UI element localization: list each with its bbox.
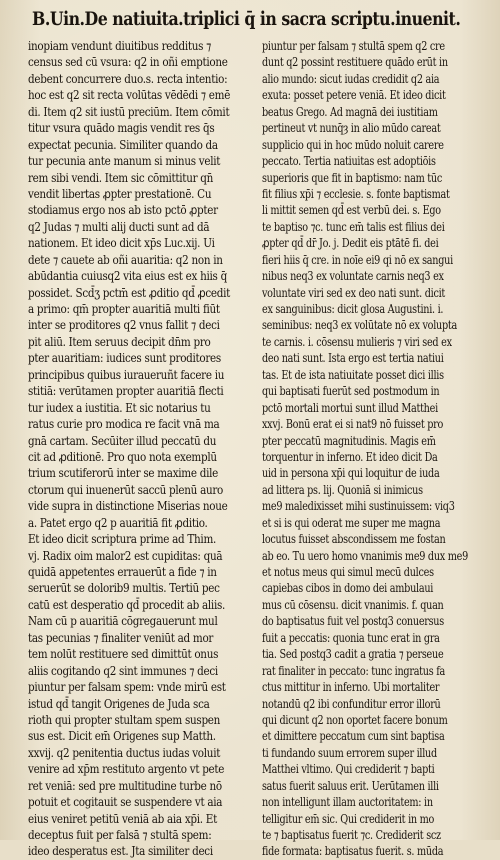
left-column-line: tur pecunia ante manum si minus velit: [28, 154, 221, 169]
left-column-line: census sed cū vsura: q2 in oñi emptione: [28, 55, 228, 70]
right-column-line: te ⁊ baptisatus fuerit ⁊c. Crediderit scz: [262, 828, 441, 842]
left-column-line: potuit et cogitauit se suspendere vt aia: [28, 795, 223, 810]
right-column-line: deo nati sunt. Ista ergo est tertia natiui: [262, 351, 444, 366]
left-column-line: a primo: qm̄ propter auaritiā multi fiūt: [28, 302, 220, 316]
left-column: [28, 38, 250, 860]
left-column-line: vj. Radix oim malor2 est cupiditas: quā: [28, 548, 223, 563]
left-column-line: venire ad xp̄m restituto argento vt pete: [28, 762, 225, 777]
right-column-line: qui baptisati fuerūt sed postmodum in: [262, 384, 440, 399]
left-column-line: pit aliū. Item seruus decipit dn̄m pro: [28, 334, 211, 349]
left-column-line: cit ad ꝓditionē. Pro quo nota exemplū: [28, 449, 217, 464]
right-column-line: peccato. Tertia natiuitas est adoptiōis: [262, 154, 436, 169]
right-column-line: exuta: posset petere veniā. Et ideo dicit: [262, 88, 446, 103]
left-column-line: ctorum qui inuenerūt saccū plenū auro: [28, 482, 224, 497]
right-column-line: et notus meus qui simul mecū dulces: [262, 565, 434, 579]
left-column-line: gnā cartam. Secūiter illud peccatū du: [28, 433, 217, 448]
left-column-line: dete ⁊ cauete ab oñi auaritia: q2 non in: [28, 252, 223, 267]
right-column-line: Matthei vltimo. Qui crediderit ⁊ bapti: [262, 762, 435, 777]
right-column-line: fieri hiis q̄ cre. in noīe ei9 qi nō ex sangui: [262, 252, 453, 267]
left-column-line: Et ideo dicit scriptura prime ad Thim.: [28, 532, 217, 547]
left-column-line: ideo desperatus est. Jta similiter deci: [28, 844, 213, 859]
left-column-line: sus est. Dicit em̄ Origenes sup Matth.: [28, 729, 216, 744]
right-column-line: ti fundando suum errorem super illud: [262, 745, 437, 760]
left-column-line: piuntur per falsam spem: vnde mirū est: [28, 680, 226, 695]
left-column-line: debent concurrere duo.s. recta intentio:: [28, 71, 228, 86]
right-column-line: fide formata: baptisatus fuerit. s. mūda: [262, 844, 444, 859]
left-column-line: istud qd̄ tangit Origenes de Juda sca: [28, 696, 210, 711]
right-column-line: ad littera ps. lij. Quoniā si inimicus: [262, 482, 423, 497]
right-column-line: supplicio qui in hoc mūdo noluit carere: [262, 137, 444, 152]
left-column-line: rioth qui propter stultam spem suspen: [28, 712, 221, 727]
right-column-line: li mittit semen qd̄ est verbū dei. s. Ego: [262, 203, 441, 218]
right-column-line: qui dicunt q2 non oportet facere bonum: [262, 712, 448, 727]
right-column-line: beatus Grego. Ad magnā dei iustitiam: [262, 104, 438, 119]
left-column-line: inopiam vendunt diuitibus redditus ⁊: [28, 39, 212, 53]
right-column-line: torquentur in inferno. Et ideo dicit Da: [262, 449, 438, 464]
right-column-line: alio mundo: sicut iudas credidit q2 aia: [262, 71, 440, 86]
right-column-line: pertineut vt nunq̄ȝ in alio mūdo careat: [262, 121, 441, 136]
right-column-line: satus fuerit saluus erit. Uerūtamen illi: [262, 778, 439, 793]
right-column-line: ꝓpter qd̄ dr̄ Jo. j. Dedit eis ptātē fi. dei: [262, 236, 439, 251]
right-column-line: tas. Et de ista natiuitate posset dici illis: [262, 367, 444, 382]
right-column-line: ctus mittitur in inferno. Ubi mortaliter: [262, 680, 440, 695]
right-column-line: superioris que fit in baptismo: nam tūc: [262, 170, 442, 185]
text-columns: [28, 38, 484, 860]
right-column-line: rat finaliter in peccato: tunc ingratus fa: [262, 663, 446, 678]
left-column-line: nationem. Et ideo dicit xp̄s Luc.xij. Ui: [28, 236, 215, 251]
right-column-line: et si is qui oderat me super me magna: [262, 515, 441, 530]
right-column-line: pter peccatū magnitudinis. Magis em̄: [262, 433, 436, 448]
left-column-line: deceptus fuit per falsā ⁊ stultā spem:: [28, 828, 212, 842]
left-column-line: quidā appetentes errauerūt a fide ⁊ in: [28, 565, 217, 579]
right-column-line: te baptiso ⁊c. tunc em̄ talis est filius dei: [262, 219, 445, 234]
left-column-line: Nam cū p auaritiā cōgregauerunt mul: [28, 614, 218, 629]
right-column-line: non intelligunt illam auctoritatem: in: [262, 795, 433, 810]
left-column-line: catū est desperatio qd̄ procedit ab aliis.: [28, 597, 226, 612]
right-column-line: et dimittere peccatum cum sint baptisa: [262, 729, 445, 744]
left-column-line: stitiā: verūtamen propter auaritiā flecti: [28, 384, 224, 399]
left-column-line: tas pecunias ⁊ finaliter veniūt ad mor: [28, 630, 214, 645]
right-column-line: locutus fuisset abscondissem me fostan: [262, 532, 446, 547]
left-column-line: q2 Judas ⁊ multi alij ducti sunt ad dā: [28, 219, 210, 234]
left-column-line: vide supra in distinctione Miserias noue: [28, 499, 228, 514]
left-column-line: ratus curie pro modica re facit vnā ma: [28, 417, 220, 432]
right-column-line: telligitur em̄ sic. Qui crediderit in mo: [262, 811, 435, 826]
left-column-line: stodiamus ergo nos ab isto pctō ꝓpter: [28, 203, 218, 218]
left-column-line: vendit libertas ꝓpter prestationē. Cu: [28, 186, 212, 201]
left-column-line: expectat pecunia. Similiter quando da: [28, 137, 218, 152]
left-column-line: inter se proditores q2 vnus fallit ⁊ deci: [28, 318, 220, 333]
left-column-line: titur vsura quādo magis vendit res q̄s: [28, 121, 215, 136]
left-column-line: tem nolūt restituere sed dimittūt onus: [28, 647, 219, 662]
right-column-line: fit filius xp̄i ⁊ ecclesie. s. fonte baptismat: [262, 186, 450, 201]
right-column-line: dunt q2 possint restituere quādo erūt in: [262, 55, 448, 70]
left-column-line: di. Item q2 sit iustū preciūm. Item cōmit: [28, 104, 230, 119]
left-column-line: rem sibi vendi. Item sic cōmittitur qn̄: [28, 170, 214, 185]
right-column-line: pctō mortali mortui sunt illud Matthei: [262, 400, 438, 415]
right-column-line: te carnis. i. cōsensu mulieris ⁊ viri sed ex: [262, 334, 452, 349]
right-column-line: ab eo. Tu uero homo vnanimis me9 dux me9: [262, 548, 468, 563]
right-column-line: uid in persona xp̄i qui loquitur de iuda: [262, 466, 440, 481]
right-column: [262, 38, 484, 860]
left-column-line: xxvij. q2 penitentia ductus iudas voluit: [28, 745, 221, 760]
right-column-line: piuntur per falsam ⁊ stultā spem q2 cre: [262, 39, 445, 53]
right-column-line: tia. Sed postq3 cadit a gratia ⁊ perseue: [262, 647, 444, 662]
right-column-line: mus cū cōsensu. dicit vnanimis. f. quan: [262, 597, 444, 612]
left-column-line: tur iudex a iustitia. Et sic notarius tu: [28, 400, 211, 415]
left-column-line: principibus quibus iuraueruñt facere iu: [28, 367, 225, 382]
left-column-line: trium scutiferorū inter se maxime dile: [28, 466, 218, 481]
right-column-line: me9 maledixisset mihi sustinuissem: viq3: [262, 499, 455, 514]
right-column-line: fuit a peccatis: quonia tunc erat in gra: [262, 630, 440, 645]
left-column-line: eius veniret petitū veniā ab aia xp̄i. Et: [28, 811, 217, 826]
left-column-line: hoc est q2 sit recta volūtas vēdēdi ⁊ emē: [28, 88, 231, 103]
right-column-line: do baptisatus fuit vel postq3 conuersus: [262, 614, 444, 629]
left-column-line: abūdantia cuiusq2 vita eius est ex hiis q̄: [28, 269, 227, 284]
left-column-line: aliis cogitando q2 sint immunes ⁊ deci: [28, 663, 218, 678]
left-column-line: possidet. Scd̄ʒ pctm̄ est ꝓditio qd̄ ꝓcedit: [28, 285, 231, 300]
right-column-line: voluntate viri sed ex deo nati sunt. dicit: [262, 285, 446, 300]
left-column-line: seruerūt se dolorib9 multis. Tertiū pec: [28, 581, 220, 596]
right-column-line: seminibus: neq3 ex volūtate nō ex volupta: [262, 318, 457, 333]
right-column-line: notandū q2 ibi confunditur error illorū: [262, 696, 441, 711]
right-column-line: capiebas cibos in domo dei ambulaui: [262, 581, 434, 596]
right-column-line: nibus neq3 ex voluntate carnis neq3 ex: [262, 269, 444, 284]
right-column-line: xxvj. Bonū erat ei si nat9 nō fuisset pro: [262, 417, 444, 432]
right-column-line: ex sanguinibus: dicit glosa Augustini. i.: [262, 302, 444, 316]
running-header: B.Uin.De natiuita.triplici q̄ in sacra scriptu.inuenit.: [32, 8, 461, 30]
left-column-line: a. Patet ergo q2 p auaritiā fit ꝓditio.: [28, 515, 208, 530]
left-column-line: pter auaritiam: iudices sunt proditores: [28, 351, 221, 366]
left-column-line: ret veniā: sed pre multitudine turbe nō: [28, 778, 222, 793]
